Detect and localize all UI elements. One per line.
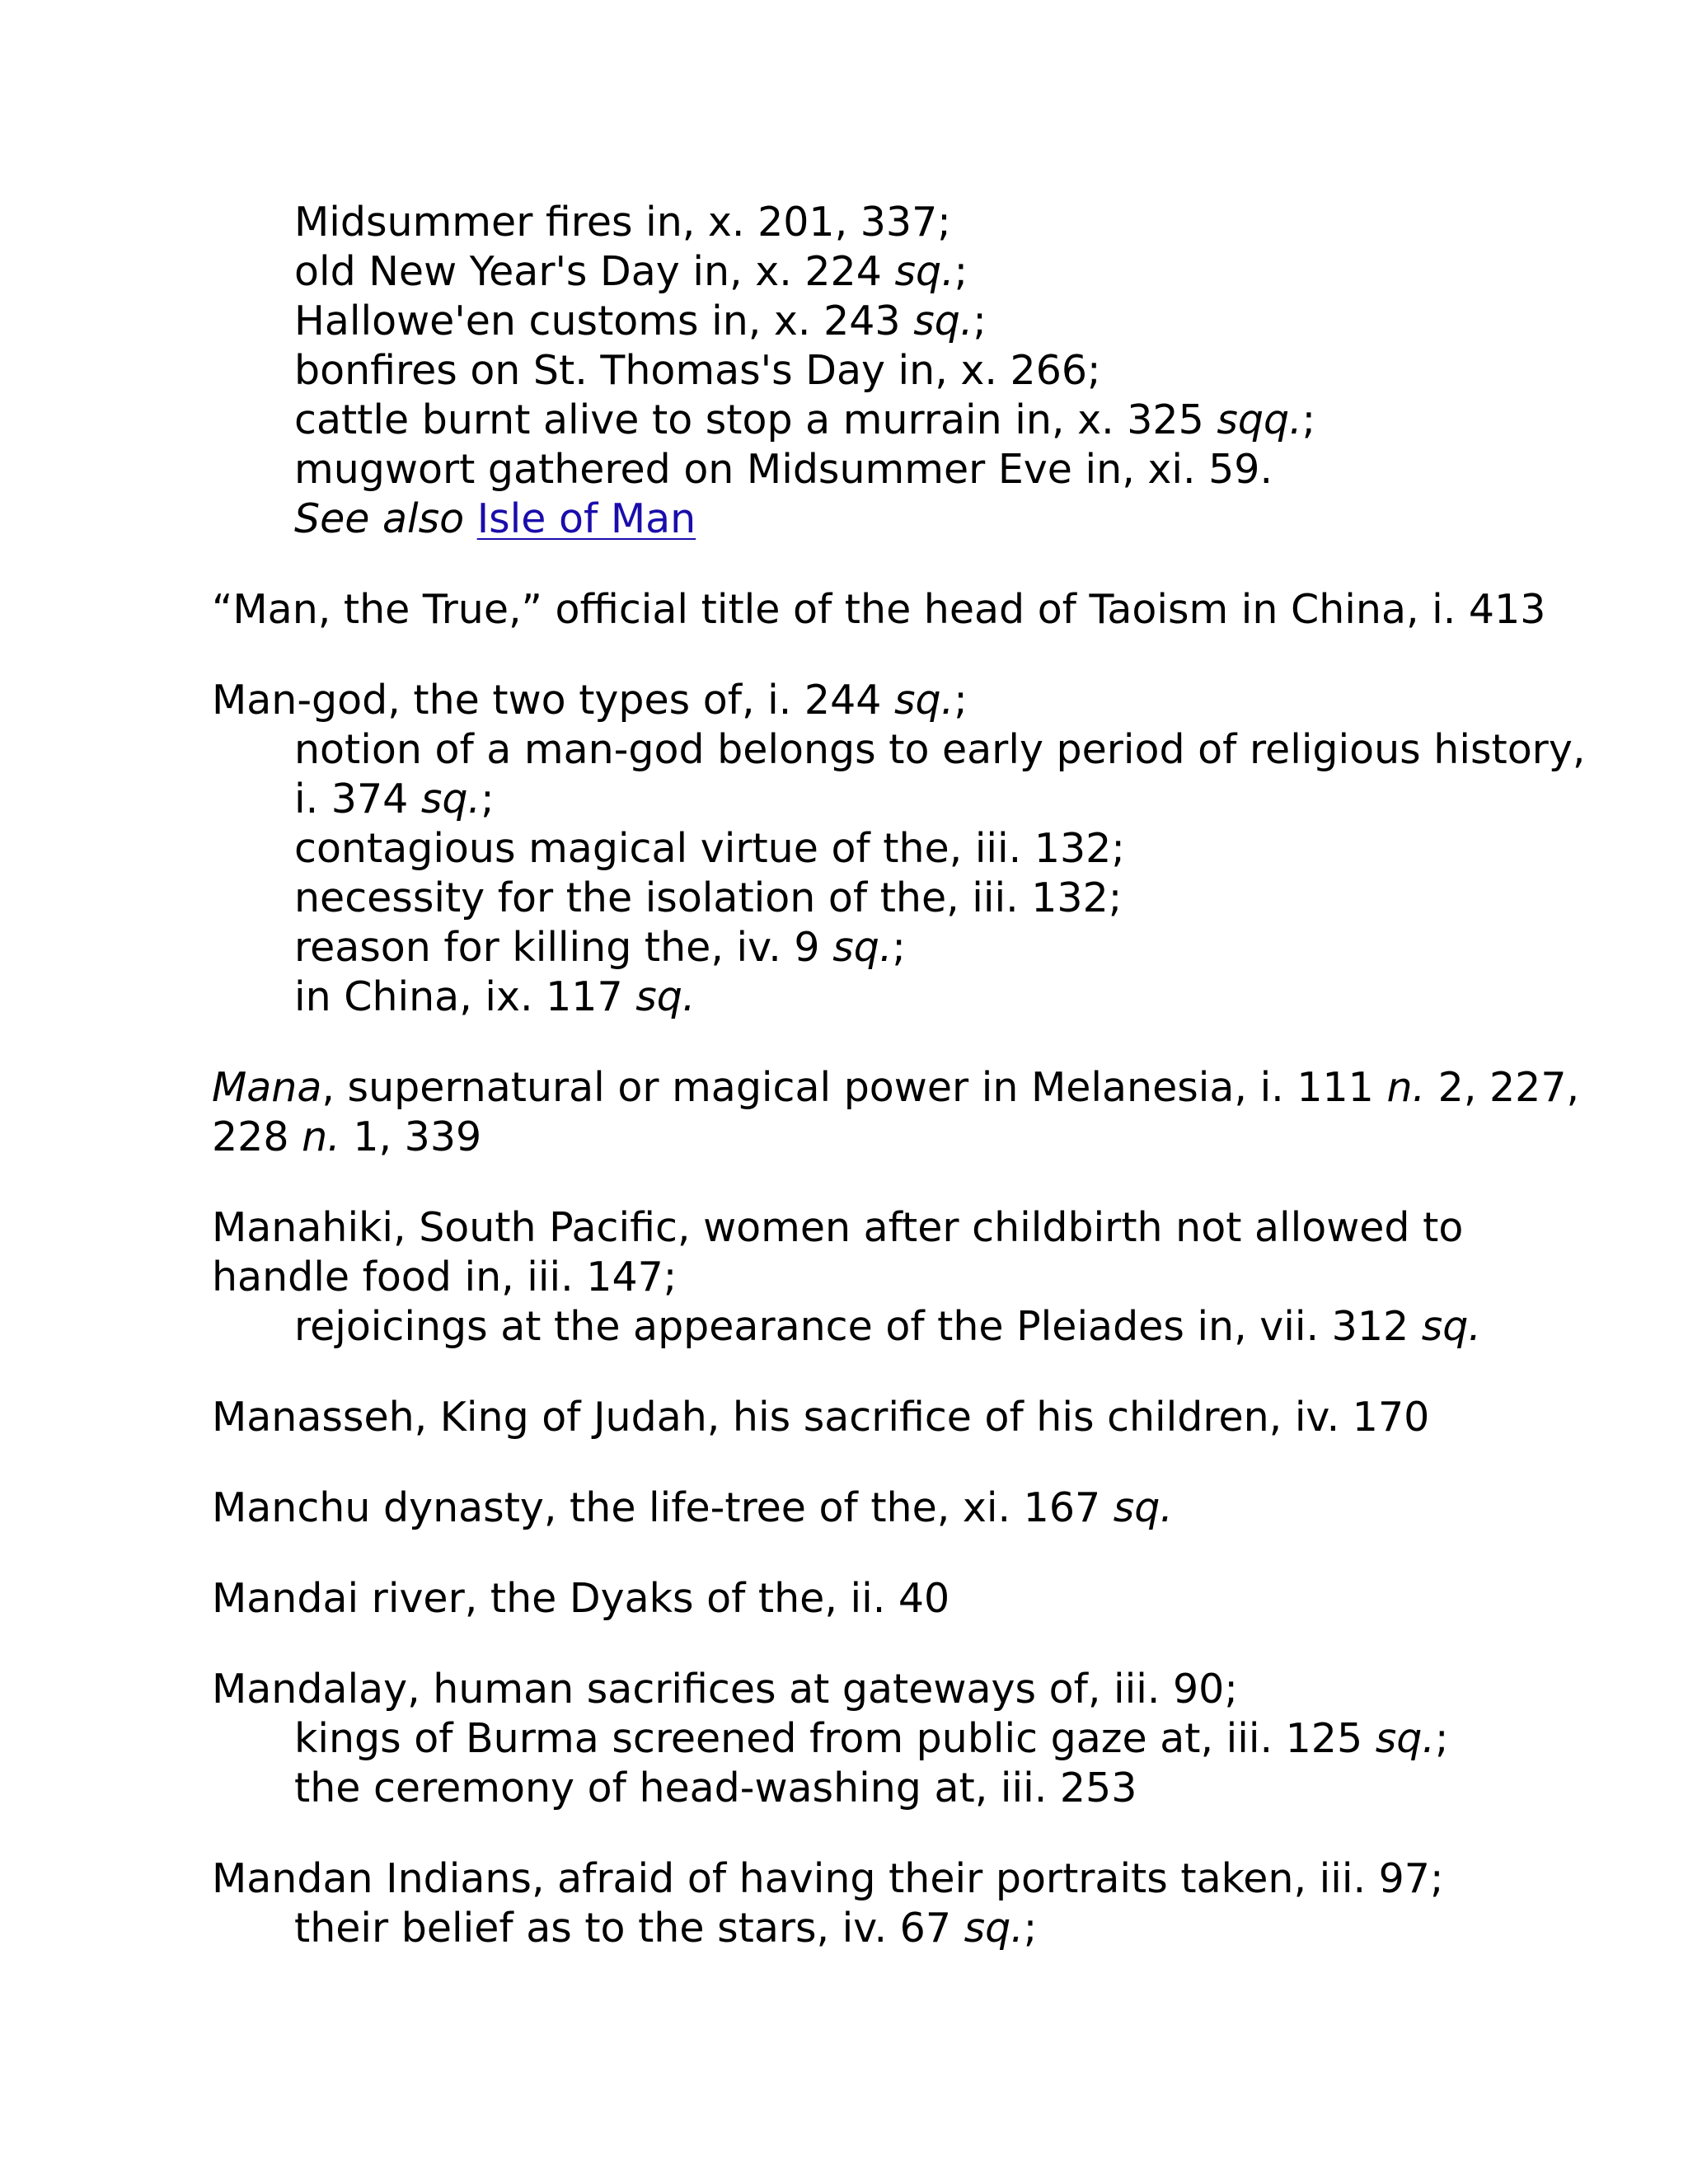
index-entry-mandan <box>212 1854 1443 1904</box>
index-entry-man-god <box>212 676 968 725</box>
index-entry-mana <box>212 1063 1579 1113</box>
index-subentry <box>294 824 1125 874</box>
punctuation: ; <box>954 677 968 724</box>
index-subentry <box>294 297 987 346</box>
abbrev-sq: sq. <box>420 776 481 823</box>
abbrev-sq: sq. <box>964 1905 1024 1952</box>
entry-text: 1, 339 <box>340 1113 482 1160</box>
subentry-text: old New Year's Day in, x. 224 <box>294 248 895 295</box>
index-subentry <box>294 923 906 972</box>
index-subentry <box>294 346 1101 396</box>
subentry-text: Midsummer fires in, x. 201, 337; <box>294 199 951 246</box>
index-subentry <box>294 445 1273 494</box>
subentry-text: their belief as to the stars, iv. 67 <box>294 1905 964 1952</box>
abbrev-sq: sq. <box>894 248 954 295</box>
entry-text: 2, 227, <box>1425 1064 1580 1111</box>
index-subentry <box>294 725 1585 775</box>
index-entry-manchu <box>212 1483 1173 1533</box>
punctuation: ; <box>1434 1715 1449 1762</box>
abbrev-n: n. <box>1386 1064 1426 1111</box>
index-subentry <box>294 1764 1137 1813</box>
abbrev-sq: sq. <box>1375 1715 1435 1762</box>
abbrev-sq: sq. <box>1113 1484 1173 1531</box>
abbrev-sq: sq. <box>832 924 893 971</box>
index-subentry <box>294 972 695 1022</box>
entry-text: 228 <box>212 1113 302 1160</box>
subentry-text: reason for killing the, iv. 9 <box>294 924 833 971</box>
abbrev-n: n. <box>302 1113 340 1160</box>
subentry-text: the ceremony of head-washing at, iii. 253 <box>294 1765 1137 1811</box>
index-subentry <box>294 1302 1481 1352</box>
index-entry-manahiki-continued <box>212 1253 677 1302</box>
subentry-text: mugwort gathered on Midsummer Eve in, xi. 59. <box>294 446 1273 493</box>
abbrev-sqq: sqq. <box>1217 396 1302 443</box>
punctuation: ; <box>1301 396 1316 443</box>
subentry-text: necessity for the isolation of the, iii. 132; <box>294 874 1123 921</box>
subentry-text: i. 374 <box>294 776 421 823</box>
index-entry-manahiki <box>212 1203 1463 1253</box>
index-subentry <box>294 396 1315 445</box>
punctuation: ; <box>1023 1905 1038 1952</box>
subentry-text: in China, ix. 117 <box>294 973 636 1020</box>
entry-text: , supernatural or magical power in Melanesia, i. 111 <box>321 1064 1387 1111</box>
see-also-label: See also <box>294 495 465 542</box>
entry-text: Manahiki, South Pacific, women after childbirth not allowed to <box>212 1204 1464 1251</box>
subentry-text: bonfires on St. Thomas's Day in, x. 266; <box>294 347 1101 394</box>
entry-text: Mandan Indians, afraid of having their portraits taken, iii. 97; <box>212 1855 1444 1902</box>
entry-text: “Man, the True,” official title of the head of Taoism in China, i. 413 <box>212 586 1546 633</box>
see-also-line <box>294 494 696 544</box>
abbrev-sq: sq. <box>1421 1303 1481 1350</box>
index-subentry <box>294 1904 1037 1953</box>
punctuation: ; <box>954 248 968 295</box>
subentry-text: notion of a man-god belongs to early period of religious history, <box>294 726 1586 773</box>
index-entry-manasseh <box>212 1393 1429 1442</box>
subentry-text: rejoicings at the appearance of the Pleiades in, vii. 312 <box>294 1303 1422 1350</box>
index-subentry <box>294 775 495 824</box>
index-subentry <box>294 1714 1448 1764</box>
abbrev-sq: sq. <box>894 677 954 724</box>
entry-text: Man-god, the two types of, i. 244 <box>212 677 895 724</box>
entry-text: Mandai river, the Dyaks of the, ii. 40 <box>212 1575 950 1622</box>
index-entry-mana-continued <box>212 1113 481 1162</box>
subentry-text: Hallowe'en customs in, x. 243 <box>294 298 914 344</box>
index-entry-mandai <box>212 1574 950 1624</box>
entry-text: Manasseh, King of Judah, his sacrifice of his children, iv. 170 <box>212 1394 1430 1441</box>
entry-text: Mandalay, human sacrifices at gateways of, iii. 90; <box>212 1666 1238 1713</box>
subentry-text: kings of Burma screened from public gaze at, iii. 125 <box>294 1715 1376 1762</box>
index-subentry <box>294 874 1122 923</box>
subentry-text: cattle burnt alive to stop a murrain in, x. 325 <box>294 396 1217 443</box>
index-entry-mandalay <box>212 1665 1238 1714</box>
index-entry-man-the-true <box>212 585 1545 635</box>
abbrev-sq: sq. <box>635 973 696 1020</box>
punctuation: ; <box>973 298 987 344</box>
entry-term: Mana <box>212 1064 322 1111</box>
subentry-text: contagious magical virtue of the, iii. 132; <box>294 825 1125 872</box>
punctuation: ; <box>892 924 906 971</box>
index-subentry <box>294 198 951 247</box>
isle-of-man-link[interactable]: Isle of Man <box>476 495 696 542</box>
entry-text: Manchu dynasty, the life-tree of the, xi. 167 <box>212 1484 1114 1531</box>
entry-text: handle food in, iii. 147; <box>212 1254 678 1301</box>
punctuation: ; <box>481 776 495 823</box>
abbrev-sq: sq. <box>913 298 973 344</box>
index-subentry <box>294 247 968 297</box>
